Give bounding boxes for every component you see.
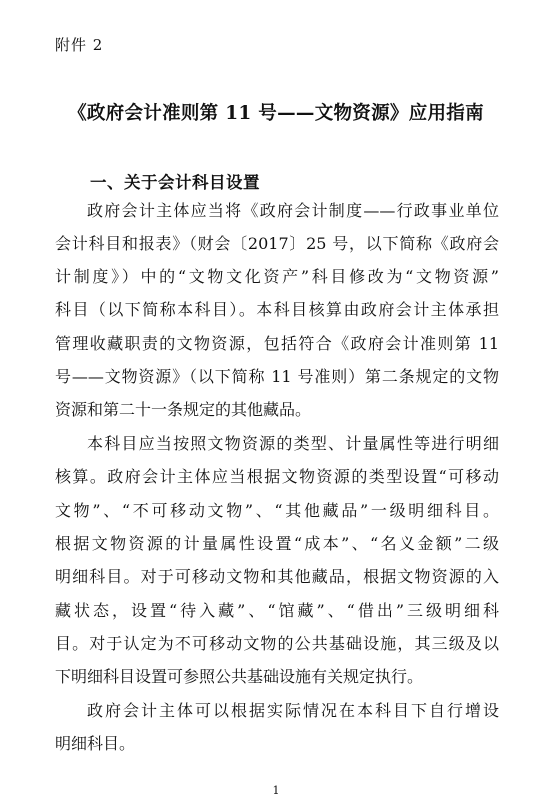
paragraph-2-line-8: 下明细科目设置可参照公共基础设施有关规定执行。 <box>55 667 424 686</box>
page-number: 1 <box>272 784 280 797</box>
section-heading: 一、关于会计科目设置 <box>90 173 260 192</box>
paragraph-1-line-7: 资源和第二十一条规定的其他藏品。 <box>55 400 312 419</box>
paragraph-1-line-5: 管理收藏职责的文物资源，包括符合《政府会计准则第 11 <box>55 334 499 353</box>
paragraph-1-line-2: 会计科目和报表》（财会〔2017〕25 号，以下简称《政府会 <box>55 234 499 253</box>
paragraph-3-line-2: 明细科目。 <box>55 734 136 753</box>
attachment-label: 附件 2 <box>55 36 104 54</box>
paragraph-2-line-3: 文物”、“不可移动文物”、“其他藏品”一级明细科目。 <box>55 501 499 520</box>
paragraph-1-line-3: 计制度》）中的“文物文化资产”科目修改为“文物资源” <box>55 267 499 286</box>
document-title: 《政府会计准则第 11 号——文物资源》应用指南 <box>68 103 484 124</box>
paragraph-2-line-2: 核算。政府会计主体应当根据文物资源的类型设置“可移动 <box>55 467 499 486</box>
paragraph-1-line-4: 科目（以下简称本科目）。本科目核算由政府会计主体承担 <box>55 300 499 319</box>
paragraph-2-line-4: 根据文物资源的计量属性设置“成本”、“名义金额”二级 <box>55 534 499 553</box>
paragraph-3-line-1: 政府会计主体可以根据实际情况在本科目下自行增设 <box>87 701 499 720</box>
paragraph-1-line-6: 号——文物资源》（以下简称 11 号准则）第二条规定的文物 <box>55 367 499 386</box>
paragraph-2-line-5: 明细科目。对于可移动文物和其他藏品，根据文物资源的入 <box>55 567 499 586</box>
paragraph-2-line-1: 本科目应当按照文物资源的类型、计量属性等进行明细 <box>87 434 499 453</box>
paragraph-2-line-6: 藏状态，设置“待入藏”、“馆藏”、“借出”三级明细科 <box>55 601 499 620</box>
paragraph-2-line-7: 目。对于认定为不可移动文物的公共基础设施，其三级及以 <box>55 634 499 653</box>
paragraph-1-line-1: 政府会计主体应当将《政府会计制度——行政事业单位 <box>87 201 499 220</box>
